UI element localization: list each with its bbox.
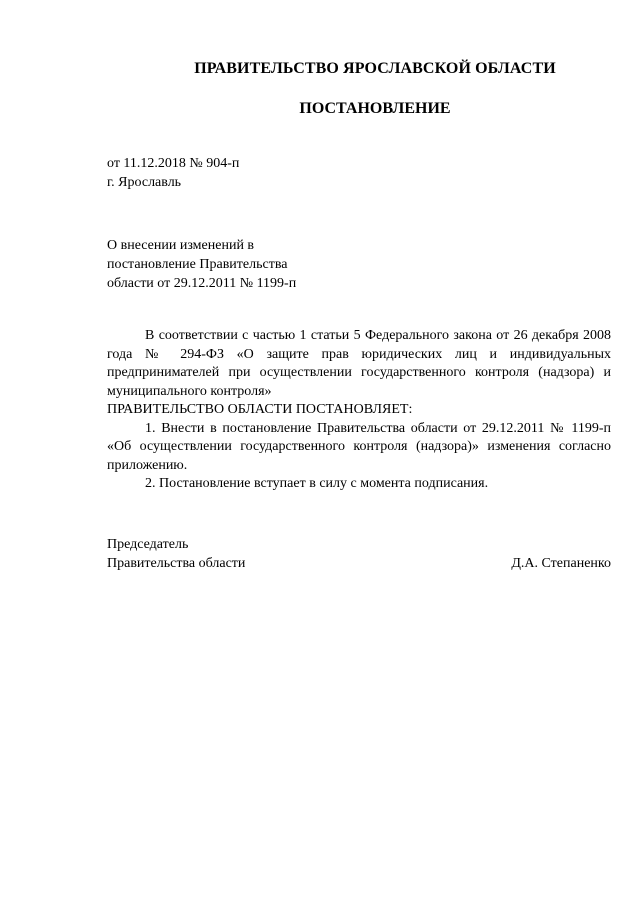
document-body	[107, 327, 611, 494]
document-type-title: ПОСТАНОВЛЕНИЕ	[299, 100, 451, 117]
organization-title: ПРАВИТЕЛЬСТВО ЯРОСЛАВСКОЙ ОБЛАСТИ	[194, 60, 556, 77]
item-2-paragraph: 2. Постановление вступает в силу с момента подписания.	[145, 476, 489, 491]
signature-row	[107, 554, 611, 573]
preamble-paragraph: В соответствии с частью 1 статьи 5 Федерального закона от 26 декабря 2008 года № 294-ФЗ «О защите прав юридических лиц и индивидуальных предпринимателей при осуществлении государственного контроля (надзора) и муниципального контроля»	[107, 328, 611, 399]
resolves-line: ПРАВИТЕЛЬСТВО ОБЛАСТИ ПОСТАНОВЛЯЕТ:	[107, 402, 413, 417]
document-meta	[107, 154, 239, 192]
document-subject	[107, 236, 296, 293]
city: г. Ярославль	[107, 175, 182, 190]
date-number: от 11.12.2018 № 904-п	[107, 156, 240, 171]
signatory-position-line-2: Правительства области	[107, 556, 246, 571]
signature-block	[107, 535, 611, 573]
subject-line: постановление Правительства	[107, 257, 288, 272]
signatory-name: Д.А. Степаненко	[511, 556, 611, 571]
signatory-position-line-1: Председатель	[107, 537, 189, 552]
item-1-paragraph: 1. Внести в постановление Правительства области от 29.12.2011 № 1199-п «Об осуществлении государственного контроля (надзора)» изменения согласно приложению.	[107, 420, 611, 473]
subject-line: О внесении изменений в	[107, 238, 255, 253]
subject-line: области от 29.12.2011 № 1199-п	[107, 276, 297, 291]
